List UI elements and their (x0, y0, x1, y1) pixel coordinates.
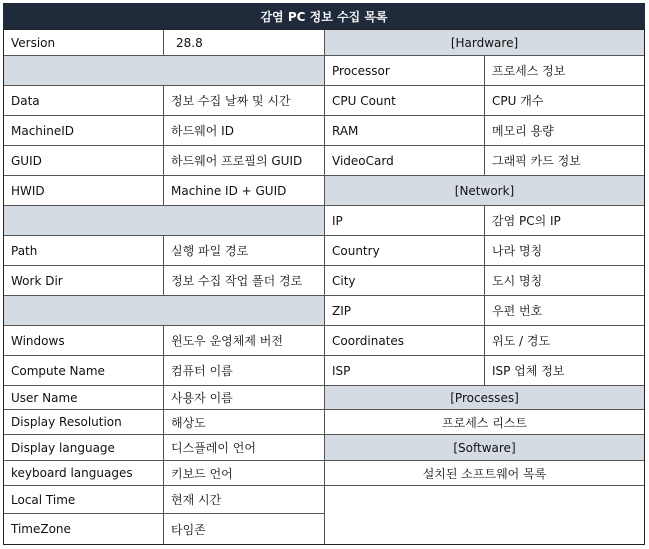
value-local-time: 현재 시간 (164, 486, 325, 514)
value-timezone: 타임존 (164, 514, 325, 544)
key-cpu-count: CPU Count (325, 86, 485, 116)
key-local-time: Local Time (4, 486, 164, 514)
value-software: 설치된 소프트웨어 목록 (325, 461, 644, 486)
software-header: [Software] (325, 435, 644, 461)
key-ram: RAM (325, 116, 485, 146)
key-version: Version (4, 30, 164, 56)
key-zip: ZIP (325, 296, 485, 326)
key-coordinates: Coordinates (325, 326, 485, 356)
key-user-name: User Name (4, 386, 164, 410)
key-city: City (325, 266, 485, 296)
key-guid: GUID (4, 146, 164, 176)
value-ip: 감염 PC의 IP (485, 206, 644, 236)
table-title: 감염 PC 정보 수집 목록 (3, 3, 645, 29)
network-header: [Network] (325, 176, 644, 206)
key-data: Data (4, 86, 164, 116)
section-separator-3 (4, 296, 325, 326)
value-hwid: Machine ID + GUID (164, 176, 325, 206)
key-isp: ISP (325, 356, 485, 386)
value-windows: 윈도우 운영체제 버전 (164, 326, 325, 356)
empty-cell (325, 486, 644, 544)
key-display-language: Display language (4, 435, 164, 461)
value-city: 도시 명칭 (485, 266, 644, 296)
key-work-dir: Work Dir (4, 266, 164, 296)
key-compute-name: Compute Name (4, 356, 164, 386)
key-windows: Windows (4, 326, 164, 356)
value-machine-id: 하드웨어 ID (164, 116, 325, 146)
value-videocard: 그래픽 카드 정보 (485, 146, 644, 176)
key-path: Path (4, 236, 164, 266)
value-version: 28.8 (164, 30, 325, 56)
value-keyboard-languages: 키보드 언어 (164, 461, 325, 486)
value-guid: 하드웨어 프로필의 GUID (164, 146, 325, 176)
key-hwid: HWID (4, 176, 164, 206)
processes-header: [Processes] (325, 386, 644, 410)
value-coordinates: 위도 / 경도 (485, 326, 644, 356)
value-ram: 메모리 용량 (485, 116, 644, 146)
value-path: 실행 파일 경로 (164, 236, 325, 266)
value-processes: 프로세스 리스트 (325, 410, 644, 435)
hardware-header: [Hardware] (325, 30, 644, 56)
value-cpu-count: CPU 개수 (485, 86, 644, 116)
section-separator-1 (4, 56, 325, 86)
key-keyboard-languages: keyboard languages (4, 461, 164, 486)
key-machine-id: MachineID (4, 116, 164, 146)
value-processor: 프로세스 정보 (485, 56, 644, 86)
key-videocard: VideoCard (325, 146, 485, 176)
value-country: 나라 명칭 (485, 236, 644, 266)
section-separator-2 (4, 206, 325, 236)
value-display-language: 디스플레이 언어 (164, 435, 325, 461)
value-compute-name: 컴퓨터 이름 (164, 356, 325, 386)
value-data: 정보 수집 날짜 및 시간 (164, 86, 325, 116)
info-table (3, 29, 645, 545)
key-display-resolution: Display Resolution (4, 410, 164, 435)
key-ip: IP (325, 206, 485, 236)
value-work-dir: 정보 수집 작업 폴더 경로 (164, 266, 325, 296)
value-display-resolution: 해상도 (164, 410, 325, 435)
value-zip: 우편 번호 (485, 296, 644, 326)
key-country: Country (325, 236, 485, 266)
key-processor: Processor (325, 56, 485, 86)
key-timezone: TimeZone (4, 514, 164, 544)
value-isp: ISP 업체 정보 (485, 356, 644, 386)
value-user-name: 사용자 이름 (164, 386, 325, 410)
